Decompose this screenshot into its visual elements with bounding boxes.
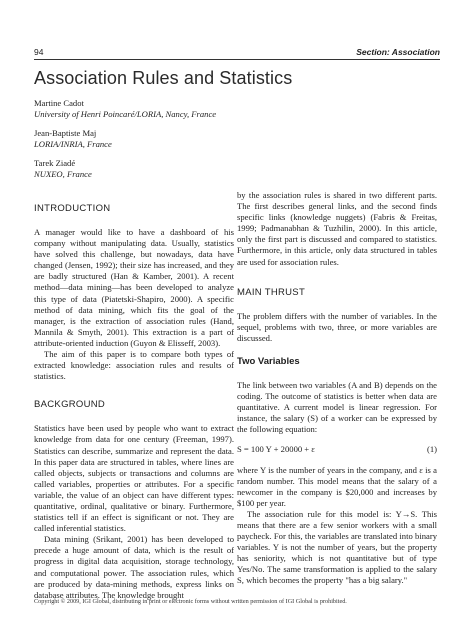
author-block (34, 128, 294, 150)
two-variables-heading: Two Variables (237, 355, 300, 367)
author-name: Martine Cadot (34, 98, 84, 108)
two-variables-paragraph: The association rule for this model is: Y→S. This means that there are a few senior workers with a small paycheck. For this, the variables are translated into binary variables. Y is not the number of years, but the property has seniority, which is not quantitative but of type Yes/No. The same transformation is applied to the salary S, which becomes the property "has a big salary." (237, 508, 437, 586)
author-block (34, 158, 294, 180)
author-name: Tarek Ziadé (34, 158, 76, 168)
main-thrust-paragraph: The problem differs with the number of variables. In the sequel, problems with two, three, or more variables are discussed. (237, 310, 437, 343)
author-block (34, 98, 294, 120)
author-name: Jean-Baptiste Maj (34, 128, 97, 138)
right-column (237, 190, 437, 587)
left-column (34, 203, 234, 601)
introduction-heading: INTRODUCTION (34, 203, 111, 214)
equation-expression: S = 100 Y + 20000 + ε (237, 444, 315, 455)
equation-number: (1) (426, 444, 437, 455)
two-variables-paragraph: where Y is the number of years in the company, and ε is a random number. This model means that the salary of a newcomer in the company is $20,000 and increases by $100 per year. (237, 464, 437, 508)
intro-paragraph: The aim of this paper is to compare both types of extracted knowledge: association rules and results of statistics. (34, 349, 234, 382)
section-label: Section: Association (356, 47, 440, 57)
background-paragraph: Data mining (Srikant, 2001) has been developed to precede a huge amount of data, which is the result of progress in digital data acquisition, storage technology, and computational power. The association rules, which are produced by data-mining methods, express links on database attributes. The knowledge brought (34, 534, 234, 600)
header-rule (34, 59, 440, 60)
page-number: 94 (34, 47, 44, 57)
author-affiliation: University of Henri Poincaré/LORIA, Nancy, France (34, 109, 217, 119)
intro-paragraph: A manager would like to have a dashboard of his company without manipulating data. Usually, statistics have solved this challenge, but nowadays, data have changed (Jensen, 1992); their size has increased, and they are badly structured (Han & Kamber, 2001). A recent method—data mining—has been developed to analyze this type of data (Piatetski-Shapiro, 2000). A specific method of data mining, which fits the goal of the manager, is the extraction of association rules (Hand, Mannila & Smyth, 2001). This extraction is a part of attribute-oriented induction (Guyon & Elisseff, 2003). (34, 227, 234, 348)
two-variables-paragraph: The link between two variables (A and B) depends on the coding. The outcome of statistics is better when data are quantitative. A current model is linear regression. For instance, the salary (S) of a worker can be expressed by the following equation: (237, 379, 437, 435)
main-thrust-heading: MAIN THRUST (237, 286, 306, 298)
continued-paragraph: by the association rules is shared in two different parts. The first describes general links, and the second finds specific links (knowledge nuggets) (Fabris & Freitas, 1999; Padmanabhan & Tuzhilin, 2000). In this article, only the first part is discussed and compared to statistics. Furthermore, in this article, only data structured in tables are used for association rules. (237, 190, 437, 267)
copyright-footer: Copyright © 2009, IGI Global, distributing in print or electronic forms without written permission of IGI Global is prohibited. (34, 598, 347, 605)
author-list (34, 98, 294, 188)
author-affiliation: LORIA/INRIA, France (34, 139, 112, 149)
author-affiliation: NUXEO, France (34, 169, 92, 179)
background-heading: BACKGROUND (34, 399, 106, 411)
paper-title: Association Rules and Statistics (34, 68, 293, 88)
equation (237, 444, 437, 455)
background-paragraph: Statistics have been used by people who want to extract knowledge from data for one century (Freeman, 1997). Statistics can describe, summarize and represent the data. In this paper data are structured in tables, where lines are called objects, subjects or transactions and columns are called variables, properties or attributes. For a specific variable, the value of an object can have different types: quantitative, ordinal, qualitative or binary. Furthermore, statistics tell if an effect is significant or not. They are called inferential statistics. (34, 423, 234, 534)
